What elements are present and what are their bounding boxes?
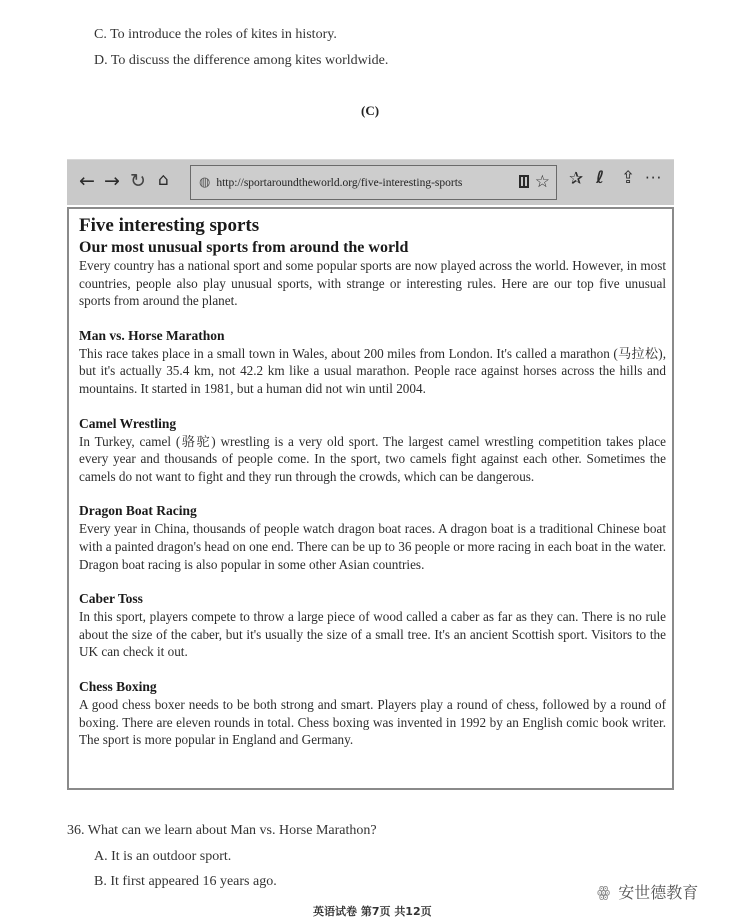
sport-body: A good chess boxer needs to be both strong and smart. Players play a round of chess, followed by a round of boxing. There are eleven rounds in total. Chess boxing was invented in 1992 by an English comic book writer. The sport is more popular in England and Germany. (79, 696, 666, 748)
answer-option-b: B. It first appeared 16 years ago. (94, 874, 277, 889)
sport-heading: Dragon Boat Racing (79, 503, 197, 519)
previous-option-c: C. To introduce the roles of kites in history. (94, 27, 337, 42)
sport-heading: Chess Boxing (79, 678, 157, 694)
refresh-icon[interactable]: ↻ (130, 170, 146, 192)
web-page-content (67, 207, 674, 790)
watermark-text: 安世德教育 (618, 883, 699, 902)
sport-heading: Caber Toss (79, 591, 143, 607)
address-bar[interactable] (190, 165, 557, 200)
watermark (597, 880, 698, 903)
forward-arrow-icon[interactable]: → (104, 170, 120, 192)
intro-paragraph: Every country has a national sport and some popular sports are now played across the world. However, in most countries, people also play unusual sports, with strange or interesting rules. Here are our top five unusual sports from around the planet. (79, 258, 666, 309)
sport-section (79, 327, 666, 398)
url-text[interactable]: http://sportaroundtheworld.org/five-interesting-sports (216, 176, 463, 189)
browser-toolbar (67, 159, 674, 205)
section-label: (C) (361, 103, 380, 118)
share-icon[interactable]: ⇪ (621, 168, 636, 188)
back-arrow-icon[interactable]: ← (79, 170, 95, 192)
favorite-star-icon[interactable]: ☆ (534, 172, 550, 192)
web-note-pen-icon[interactable]: ℓ (596, 168, 605, 188)
home-icon[interactable]: ⌂ (158, 170, 169, 190)
more-options-icon[interactable]: ··· (645, 169, 663, 187)
page-footer: 英语试卷 第7页 共12页 (313, 905, 432, 918)
favorites-list-icon[interactable]: ✰ (569, 169, 584, 189)
sport-body: In this sport, players compete to throw a large piece of wood called a caber as far as they can. There is no rule about the size of the caber, but it's usually the size of a small tree. It's an ancient Scottish sport. Visitors to the UK can check it out. (79, 609, 666, 660)
previous-option-d: D. To discuss the difference among kites worldwide. (94, 53, 389, 68)
sport-heading: Man vs. Horse Marathon (79, 327, 225, 343)
reading-view-icon[interactable] (519, 175, 529, 188)
page-title: Five interesting sports (79, 215, 260, 236)
sport-section (79, 590, 666, 661)
answer-option-a: A. It is an outdoor sport. (94, 849, 232, 864)
page-subtitle: Our most unusual sports from around the world (79, 239, 409, 256)
sport-body: Every year in China, thousands of people watch dragon boat races. A dragon boat is a traditional Chinese boat with a painted dragon's head on one end. There can be up to 36 people or more racing in each boat in the water. Dragon boat racing is also popular in some other Asian countries. (79, 521, 666, 572)
sport-body: In Turkey, camel (骆驼) wrestling is a very old sport. The largest camel wrestling competition takes place every year and thousands of people come. In the sport, two camels fight against each other. Sometimes the camels do not want to fight and they run through the crowds, which can be dangerous. (79, 433, 666, 484)
sport-section (79, 502, 666, 573)
question-36: 36. What can we learn about Man vs. Horse Marathon? (67, 823, 377, 838)
sport-section (79, 678, 666, 749)
sport-body: This race takes place in a small town in Wales, about 200 miles from London. It's called a marathon (马拉松), but it's actually 35.4 km, not 42.2 km like a usual marathon. People race against horses across the hills and mountains. It started in 1981, but a human did not win until 2004. (79, 345, 666, 396)
globe-icon: ◍ (199, 175, 211, 190)
sport-section (79, 415, 666, 486)
sport-heading: Camel Wrestling (79, 415, 177, 431)
wechat-icon: ꙮ (597, 882, 611, 901)
